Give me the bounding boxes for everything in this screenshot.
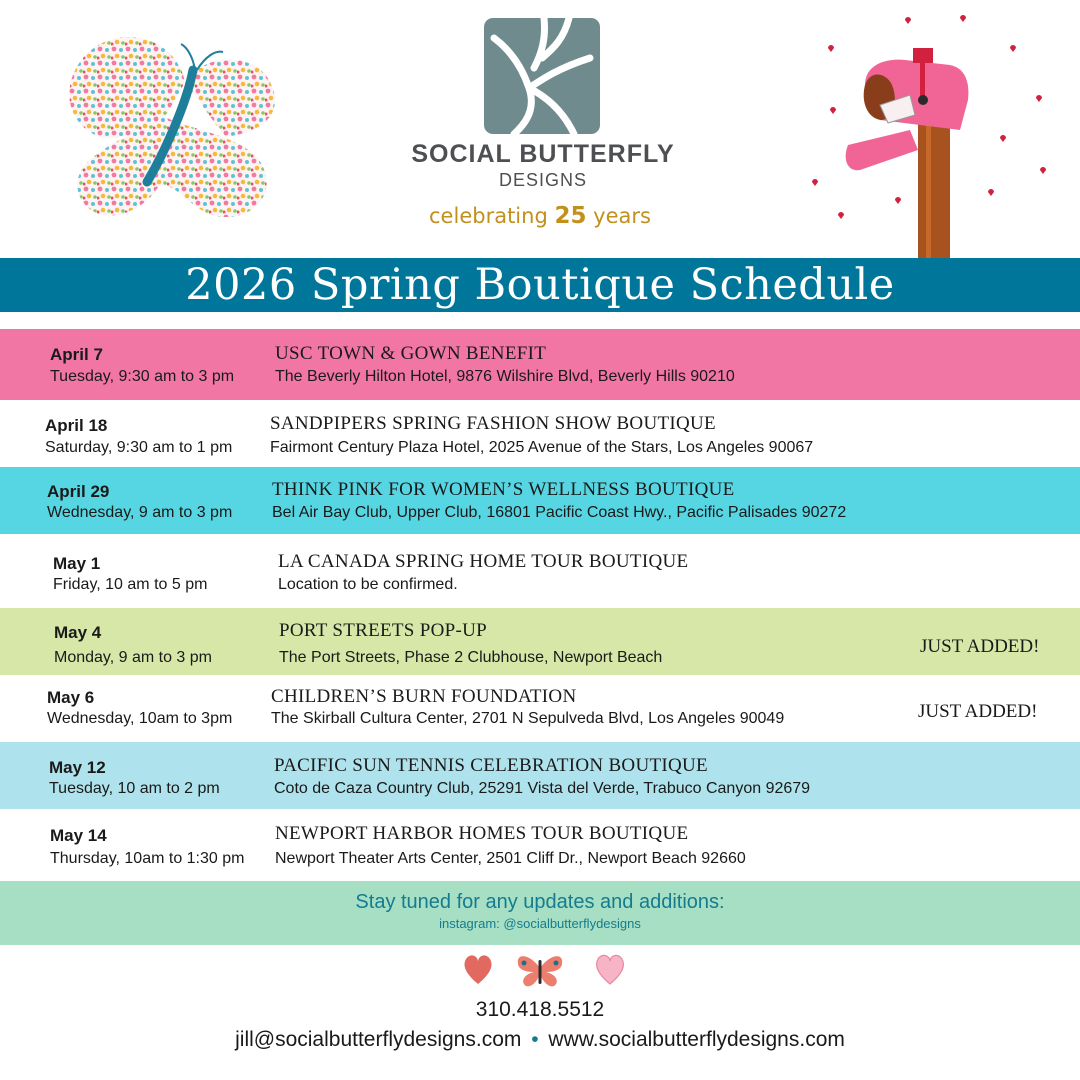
event-location: The Skirball Cultura Center, 2701 N Sepulveda Blvd, Los Angeles 90049 [271,710,785,727]
event-title: USC TOWN & GOWN BENEFIT [275,343,547,364]
event-title: NEWPORT HARBOR HOMES TOUR BOUTIQUE [275,823,689,844]
schedule-row [0,329,1080,400]
heart-icon [597,955,624,984]
updates-text: Stay tuned for any updates and additions: [355,891,725,913]
event-location: Location to be confirmed. [278,576,458,593]
contact-line [0,1028,1080,1052]
event-date: April 18 [45,416,108,435]
schedule-row [0,809,1080,881]
just-added-badge: JUST ADDED! [920,636,1040,657]
event-location: Newport Theater Arts Center, 2501 Cliff Dr., Newport Beach 92660 [275,850,746,867]
just-added-badge: JUST ADDED! [918,701,1038,722]
event-title: PACIFIC SUN TENNIS CELEBRATION BOUTIQUE [274,755,708,776]
event-time: Thursday, 10am to 1:30 pm [50,850,245,867]
email-link[interactable]: jill@socialbutterflydesigns.com [235,1028,522,1051]
schedule-row [0,742,1080,809]
schedule-row [0,675,1080,742]
tagline-post: years [593,204,651,228]
instagram-handle[interactable]: instagram: @socialbutterflydesigns [439,916,641,931]
title-bar [0,258,1080,312]
event-date: May 12 [49,758,106,777]
event-title: CHILDREN’S BURN FOUNDATION [271,686,577,707]
event-title: SANDPIPERS SPRING FASHION SHOW BOUTIQUE [270,413,716,434]
event-time: Tuesday, 10 am to 2 pm [49,780,220,797]
tagline-number: 25 [554,203,587,229]
event-date: April 29 [47,482,110,501]
butterfly-icon [518,956,562,986]
heart-icon [465,955,492,984]
event-date: May 1 [53,554,101,573]
event-time: Friday, 10 am to 5 pm [53,576,208,593]
website-link[interactable]: www.socialbutterflydesigns.com [548,1028,845,1051]
page-title: 2026 Spring Boutique Schedule [185,260,895,310]
schedule-row [0,400,1080,467]
mailbox-icon [800,10,1060,260]
schedule-row [0,534,1080,608]
brand-subname: DESIGNS [498,170,588,190]
event-time: Wednesday, 9 am to 3 pm [47,504,233,521]
event-date: April 7 [50,345,103,364]
phone-number[interactable]: 310.418.5512 [475,998,605,1021]
event-date: May 4 [54,623,102,642]
event-title: LA CANADA SPRING HOME TOUR BOUTIQUE [278,551,689,572]
event-location: Fairmont Century Plaza Hotel, 2025 Avenue of the Stars, Los Angeles 90067 [270,439,814,456]
schedule-row [0,608,1080,675]
event-location: Bel Air Bay Club, Upper Club, 16801 Pacific Coast Hwy., Pacific Palisades 90272 [272,504,847,521]
brand-name: SOCIAL BUTTERFLY [411,140,675,168]
updates-banner [0,881,1080,945]
event-date: May 14 [50,826,107,845]
floral-butterfly-icon [55,32,280,232]
schedule-row [0,467,1080,534]
logo-mark-icon [484,18,600,134]
separator-dot: • [531,1028,539,1051]
event-time: Wednesday, 10am to 3pm [47,710,233,727]
event-time: Tuesday, 9:30 am to 3 pm [50,368,235,385]
event-time: Saturday, 9:30 am to 1 pm [45,439,233,456]
event-location: Coto de Caza Country Club, 25291 Vista del Verde, Trabuco Canyon 92679 [274,780,811,797]
event-location: The Port Streets, Phase 2 Clubhouse, Newport Beach [279,649,663,666]
event-date: May 6 [47,688,95,707]
tagline [400,203,680,229]
event-title: PORT STREETS POP-UP [279,620,487,641]
event-title: THINK PINK FOR WOMEN’S WELLNESS BOUTIQUE [272,479,735,500]
event-time: Monday, 9 am to 3 pm [54,649,212,666]
tagline-pre: celebrating [429,204,548,228]
event-location: The Beverly Hilton Hotel, 9876 Wilshire Blvd, Beverly Hills 90210 [275,368,735,385]
decorative-icons [460,948,630,990]
